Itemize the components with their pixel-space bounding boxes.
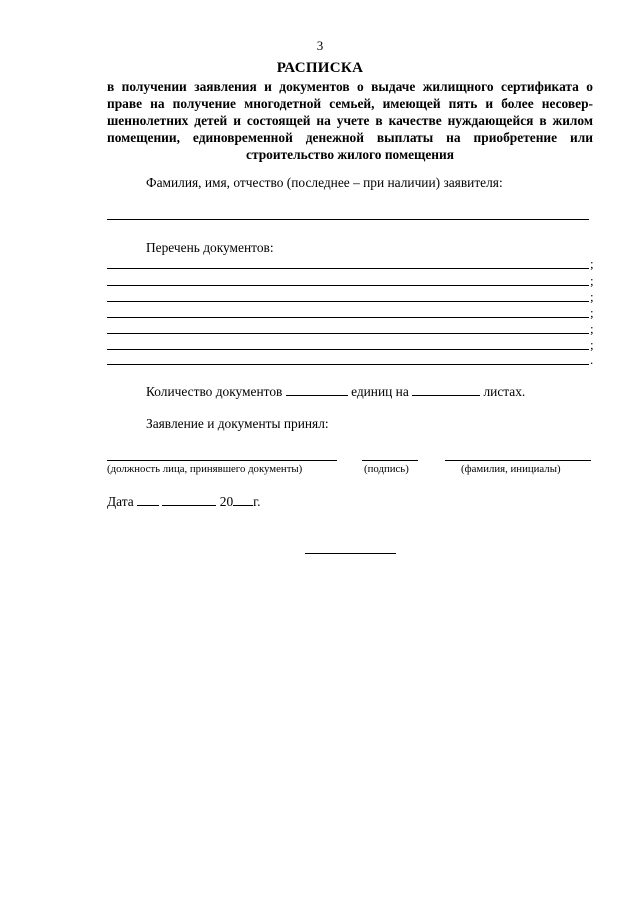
line-terminator: ; [590,273,594,288]
document-line[interactable] [107,268,589,269]
documents-label: Перечень документов: [146,240,274,255]
subtitle-line: шеннолетних детей и состоящей на учете в качестве нуждающейся в жилом [107,113,593,128]
line-terminator: ; [590,289,594,304]
subtitle-line: строительство жилого помещения [246,147,454,162]
signature-line[interactable] [362,460,418,461]
date-day-field[interactable] [137,493,159,506]
document-count-row [146,383,525,400]
document-line[interactable] [107,285,589,286]
document-line[interactable] [107,333,589,334]
position-caption: (должность лица, принявшего документы) [107,463,303,475]
date-year-field[interactable] [233,493,253,506]
line-terminator: ; [590,256,594,271]
closing-separator [305,553,396,554]
subtitle-line: помещении, единовременной денежной выплаты на приобретение или [107,130,593,145]
position-line[interactable] [107,460,337,461]
line-terminator: ; [590,305,594,320]
line-terminator: . [590,352,594,367]
date-suffix: г. [253,494,261,509]
line-terminator: ; [590,321,594,336]
date-year-prefix: 20 [219,494,234,509]
applicant-name-line[interactable] [107,219,589,220]
date-label: Дата [107,494,134,509]
document-line[interactable] [107,317,589,318]
page-number: 3 [316,38,324,53]
full-name-caption: (фамилия, инициалы) [461,463,561,475]
count-prefix: Количество документов [146,384,283,399]
accepted-label: Заявление и документы принял: [146,416,329,431]
date-row [107,493,261,510]
document-title: РАСПИСКА [276,60,364,76]
count-units-field[interactable] [286,383,348,396]
count-suffix: листах. [483,384,526,399]
signature-caption: (подпись) [364,463,409,475]
document-line[interactable] [107,349,589,350]
date-month-field[interactable] [162,493,216,506]
count-sheets-field[interactable] [412,383,480,396]
document-line[interactable] [107,301,589,302]
line-terminator: ; [590,337,594,352]
applicant-label: Фамилия, имя, отчество (последнее – при наличии) заявителя: [146,175,503,190]
subtitle-line: праве на получение многодетной семьей, имеющей пять и более несовер- [107,96,593,111]
subtitle-line: в получении заявления и документов о выдаче жилищного сертификата о [107,79,593,94]
document-subtitle [107,78,593,163]
count-middle: единиц на [351,384,409,399]
document-line[interactable] [107,364,589,365]
full-name-line[interactable] [445,460,591,461]
